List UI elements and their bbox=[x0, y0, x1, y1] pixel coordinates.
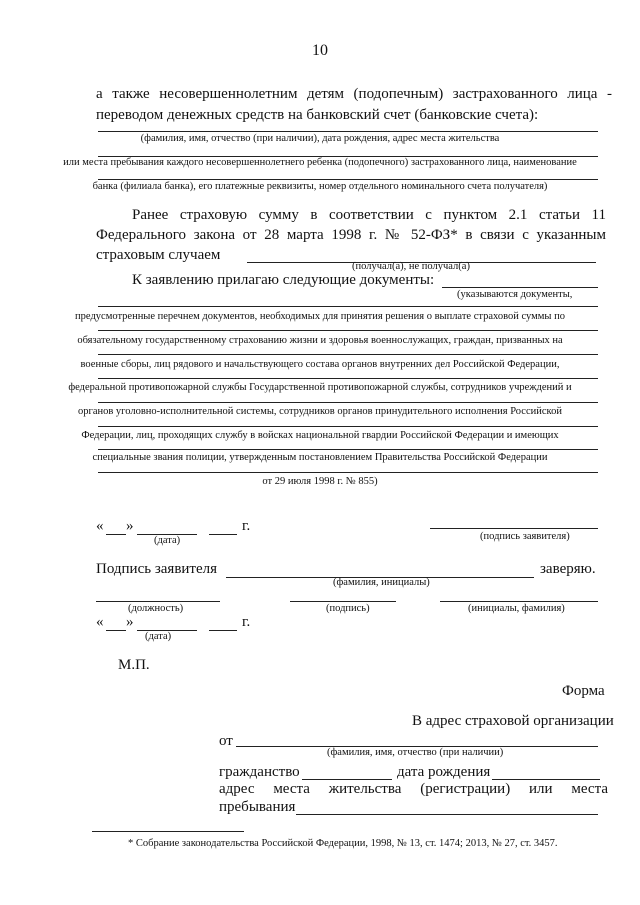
hint-fio-dob-address: (фамилия, имя, отчество (при наличии), дата рождения, адрес места жительства bbox=[140, 133, 500, 144]
address-word-4: (регистрации) bbox=[420, 781, 511, 797]
address-row bbox=[219, 781, 608, 798]
certify-date-year-suffix: г. bbox=[242, 614, 251, 630]
footnote-separator bbox=[92, 831, 244, 832]
address-word-2: места bbox=[273, 781, 310, 797]
attach-hint-8: специальные звания полиции, утвержденным постановлением Правительства Российской Федерации bbox=[92, 452, 548, 463]
dob-label: дата рождения bbox=[397, 764, 491, 780]
form-addressee: В адрес страховой организации bbox=[412, 713, 614, 729]
intro-line-2: переводом денежных средств на банковский счет (банковские счета): bbox=[96, 107, 539, 123]
footnote: * Собрание законодательства Российской Федерации, 1998, № 13, ст. 1474; 2013, № 27, ст. 3457. bbox=[128, 838, 558, 849]
attach-field-line-9[interactable] bbox=[98, 472, 598, 473]
certify-date-day-field[interactable] bbox=[106, 630, 126, 631]
date-hint: (дата) bbox=[154, 535, 181, 546]
attach-field-line-5[interactable] bbox=[98, 378, 598, 379]
certify-label: Подпись заявителя bbox=[96, 561, 218, 577]
hint-bank: банка (филиала банка), его платежные реквизиты, номер отдельного номинального счета получателя) bbox=[92, 181, 548, 192]
date-day-field[interactable] bbox=[106, 534, 126, 535]
from-label: от bbox=[219, 733, 233, 749]
attach-hint-3: обязательному государственному страхованию жизни и здоровья военнослужащих, граждан, призванных на bbox=[77, 335, 563, 346]
stay-label: пребывания bbox=[219, 799, 296, 815]
citizenship-label: гражданство bbox=[219, 764, 300, 780]
address-word-5: или bbox=[529, 781, 553, 797]
attach-field-line-2[interactable] bbox=[98, 306, 598, 307]
earlier-line-2: Федерального закона от 28 марта 1998 г. № 52-ФЗ* в связи с указанным bbox=[96, 227, 606, 243]
earlier-line-3: страховым случаем bbox=[96, 247, 221, 263]
certify-date-hint: (дата) bbox=[145, 631, 172, 642]
address-word-1: адрес bbox=[219, 781, 255, 797]
initials-field[interactable] bbox=[440, 601, 598, 602]
initials-hint: (инициалы, фамилия) bbox=[468, 603, 565, 614]
certify-date-year-field[interactable] bbox=[209, 630, 237, 631]
form-title: Форма bbox=[562, 683, 605, 699]
attach-field-line-1[interactable] bbox=[442, 287, 598, 288]
date-year-field[interactable] bbox=[209, 534, 237, 535]
address-word-6: места bbox=[571, 781, 608, 797]
attach-hint-2: предусмотренные перечнем документов, необходимых для принятия решения о выплате страховой суммы по bbox=[75, 311, 565, 322]
hint-stay-place: или места пребывания каждого несовершеннолетнего ребенка (подопечного) застрахованного лица, наименование bbox=[63, 157, 577, 168]
date-quote-close: » bbox=[126, 518, 134, 534]
applicant-signature-field[interactable] bbox=[430, 528, 598, 529]
attach-hint-1: (указываются документы, bbox=[457, 289, 573, 300]
attach-field-line-6[interactable] bbox=[98, 402, 598, 403]
attach-hint-4: военные сборы, лиц рядового и начальствующего состава органов внутренних дел Российской Федерации, bbox=[80, 359, 560, 370]
earlier-line-1: Ранее страховую сумму в соответствии с пунктом 2.1 статьи 11 bbox=[132, 207, 606, 223]
attach-hint-9: от 29 июля 1998 г. № 855) bbox=[262, 476, 378, 487]
address-field[interactable] bbox=[296, 814, 598, 815]
date-year-suffix: г. bbox=[242, 518, 251, 534]
date-quote-open: « bbox=[96, 518, 104, 534]
attach-label: К заявлению прилагаю следующие документы: bbox=[132, 272, 435, 288]
attach-hint-7: Федерации, лиц, проходящих службу в войсках национальной гвардии Российской Федерации и имеющих bbox=[81, 430, 559, 441]
certifier-signature-hint: (подпись) bbox=[326, 603, 370, 614]
stamp-placeholder: М.П. bbox=[118, 657, 150, 673]
certify-date-quote-close: » bbox=[126, 614, 134, 630]
bank-details-line-3[interactable] bbox=[98, 179, 598, 180]
attach-field-line-3[interactable] bbox=[98, 330, 598, 331]
applicant-signature-hint: (подпись заявителя) bbox=[480, 531, 570, 542]
citizenship-field[interactable] bbox=[302, 779, 392, 780]
earlier-hint: (получал(а), не получал(а) bbox=[352, 261, 470, 272]
certifier-signature-field[interactable] bbox=[290, 601, 396, 602]
attach-hint-6: органов уголовно-исполнительной системы, сотрудников органов принудительного исполнения Российской bbox=[78, 406, 562, 417]
dob-field[interactable] bbox=[492, 779, 600, 780]
bank-details-line-1[interactable] bbox=[98, 131, 598, 132]
position-field[interactable] bbox=[96, 601, 220, 602]
attach-field-line-8[interactable] bbox=[98, 449, 598, 450]
address-word-3: жительства bbox=[328, 781, 402, 797]
attach-field-line-7[interactable] bbox=[98, 426, 598, 427]
attach-field-line-4[interactable] bbox=[98, 354, 598, 355]
intro-line-1: а также несовершеннолетним детям (подопечным) застрахованного лица - bbox=[96, 86, 612, 102]
certify-fio-hint: (фамилия, инициалы) bbox=[333, 577, 430, 588]
from-hint: (фамилия, имя, отчество (при наличии) bbox=[327, 747, 504, 758]
page-number: 10 bbox=[312, 42, 328, 59]
certify-date-quote-open: « bbox=[96, 614, 104, 630]
certify-end: заверяю. bbox=[540, 561, 596, 577]
position-hint: (должность) bbox=[128, 603, 184, 614]
attach-hint-5: федеральной противопожарной службы Государственной противопожарной службы, сотрудников учреждений и bbox=[68, 382, 572, 393]
